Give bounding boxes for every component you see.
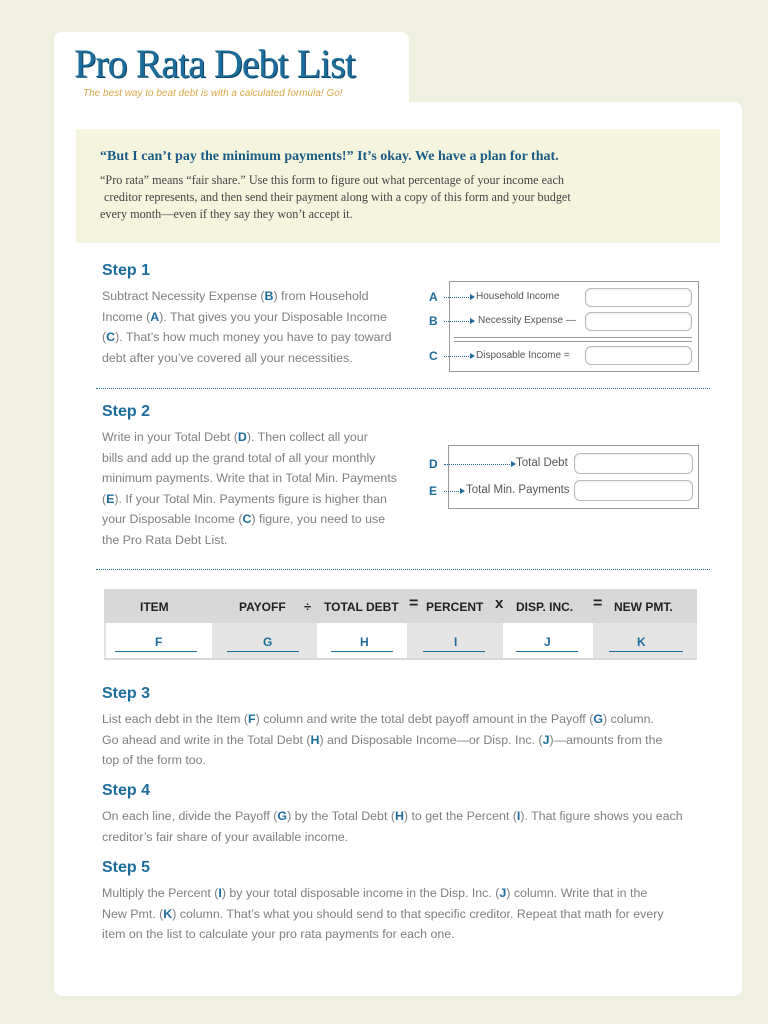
field-letter-ref: D [237,430,247,444]
item-cell[interactable] [106,623,212,658]
step-1-text [102,286,392,368]
step-text-segment: New Pmt. ( [102,906,164,921]
field-letter-ref: F [248,712,256,726]
necessity-expense-input[interactable] [585,312,692,331]
table-row [104,623,697,658]
disposable-income-input[interactable] [585,346,692,365]
step-text-segment: ) to get the Percent ( [403,809,517,823]
step-text-segment: ) by the Total Debt ( [287,809,395,823]
entry-line [331,651,393,652]
step-text-line [102,827,683,848]
field-letter-ref: I [516,809,521,823]
field-letter-ref: C [106,330,116,344]
intro-callout [76,129,720,243]
field-letter-ref: J [499,886,507,900]
field-letter-d: D [429,457,438,471]
divide-operator: ÷ [304,599,312,614]
step-text-segment: minimum payments. Write that in Total Min. Payments [102,471,397,485]
column-header-disp-inc: DISP. INC. [516,600,574,614]
total-debt-label: Total Debt [516,457,568,469]
entry-line [227,651,299,652]
field-letter-ref: I [218,886,222,900]
step-text-segment: ( [102,491,107,506]
field-letter-ref: A [150,309,160,324]
step-text-segment: the Pro Rata Debt List. [102,532,228,547]
pro-rata-table [104,589,697,660]
section-divider [96,569,710,570]
step-text-line [102,468,397,489]
step-text-line [102,327,392,348]
step-text-segment: debt after you’ve covered all your necessities. [102,350,353,365]
step-text-segment: List each debt in the Item ( [102,712,249,726]
step-text-segment: ) figure, you need to use [251,512,386,526]
field-letter-ref: G [277,809,288,823]
callout-line: creditor represents, and then send their payment along with a copy of this form and your budget [104,190,571,204]
total-min-payments-label: Total Min. Payments [466,484,570,496]
step-text-segment: Subtract Necessity Expense ( [102,289,265,303]
step-text-line [102,904,664,925]
step-text-segment: your Disposable Income ( [102,512,243,526]
arrow-a [444,297,471,298]
field-letter-ref: C [242,512,252,526]
step-text-segment: ). If your Total Min. Payments figure is higher than [114,491,387,506]
step-4-title: Step 4 [102,782,151,799]
step-1-title: Step 1 [102,262,151,279]
callout-heading: “But I can’t pay the minimum payments!” It’s okay. We have a plan for that. [100,149,559,164]
column-header-percent: PERCENT [426,600,484,614]
arrow-c [444,356,471,357]
step-3-text [102,709,662,771]
column-letter-g: G [263,635,273,649]
total-debt-input[interactable] [574,453,693,474]
step-text-segment: ). Then collect all your [246,430,368,444]
household-income-input[interactable] [585,288,692,307]
step-text-segment: ) column. [602,712,654,726]
step-text-segment: bills and add up the grand total of all your monthly [102,450,376,465]
necessity-expense-label: Necessity Expense — [478,315,576,326]
step-text-line [102,448,397,469]
equals-operator: = [593,595,603,612]
step-text-line [102,509,397,530]
step-text-segment: )—amounts from the [549,732,663,747]
step-text-line [102,348,392,369]
field-letter-ref: J [542,732,550,747]
step-text-segment: creditor’s fair share of your available income. [102,829,349,844]
arrow-b [444,321,471,322]
step-text-segment: ) from Household [273,289,369,303]
field-letter-ref: G [593,712,603,726]
entry-line [423,651,485,652]
step-text-line [102,286,392,307]
percent-cell[interactable] [409,623,501,658]
step-text-segment: Income ( [102,309,151,324]
arrow-d [444,464,512,465]
step-5-title: Step 5 [102,859,151,876]
step-text-segment: Write in your Total Debt ( [102,430,238,444]
disposable-income-label: Disposable Income = [476,350,570,361]
step-text-line [102,427,397,448]
callout-line: “Pro rata” means “fair share.” Use this form to figure out what percentage of your income each [100,173,564,187]
total-debt-cell[interactable] [317,623,407,658]
field-letter-ref: H [394,809,404,823]
column-header-payoff: PAYOFF [239,600,286,614]
step-text-segment: ) column. Write that in the [506,886,648,900]
step-4-text [102,806,683,847]
new-pmt-cell[interactable] [595,623,695,658]
field-letter-c: C [429,349,438,363]
callout-line: every month—even if they say they won’t accept it. [100,207,353,221]
subtotal-rule [454,337,692,342]
equals-operator: = [409,595,419,612]
step-text-segment: ). That’s how much money you have to pay toward [115,330,392,344]
field-letter-ref: B [264,289,274,303]
field-letter-a: A [429,290,438,304]
step-text-line [102,530,397,551]
step-3-title: Step 3 [102,685,151,702]
section-divider [96,388,710,389]
entry-line [516,651,578,652]
column-header-new-pmt: NEW PMT. [614,600,673,614]
step-text-segment: item on the list to calculate your pro rata payments for each one. [102,927,455,941]
step-text-segment: ). That gives you your Disposable Income [159,309,387,324]
step-text-segment: Multiply the Percent ( [102,886,219,900]
entry-line [609,651,683,652]
payoff-cell[interactable] [214,623,315,658]
column-header-total-debt: TOTAL DEBT [324,600,399,614]
multiply-operator: x [495,595,504,612]
step-2-title: Step 2 [102,403,151,420]
step-text-segment: ). That figure shows you each [520,809,683,823]
callout-body [100,172,710,223]
step-text-segment: ) column. That’s what you should send to that specific creditor. Repeat that math for every [172,906,664,921]
page-title: Pro Rata Debt List [74,41,355,86]
step-text-segment: ) and Disposable Income—or Disp. Inc. ( [319,732,543,747]
arrow-e [444,491,461,492]
step-text-line [102,709,662,730]
field-letter-b: B [429,314,438,328]
step-text-segment: ) by your total disposable income in the Disp. Inc. ( [221,886,500,900]
step-5-text [102,883,664,945]
column-letter-f: F [155,635,163,649]
column-letter-k: K [637,635,646,649]
column-letter-h: H [360,635,369,649]
step-text-line [102,307,392,328]
page-tagline: The best way to beat debt is with a calculated formula! Go! [83,88,343,99]
step-text-line [102,489,397,510]
step-text-line [102,924,664,945]
disp-inc-cell[interactable] [503,623,593,658]
column-letter-j: J [544,635,551,649]
household-income-label: Household Income [476,291,560,302]
step-text-segment: Go ahead and write in the Total Debt ( [102,732,311,747]
step-text-line [102,750,662,771]
step-text-line [102,730,662,751]
step-text-segment: On each line, divide the Payoff ( [102,809,278,823]
step-text-segment: ( [102,330,107,344]
field-letter-e: E [429,484,438,498]
step-text-segment: ) column and write the total debt payoff amount in the Payoff ( [255,712,594,726]
step-2-text [102,427,397,550]
column-letter-i: I [454,635,458,649]
entry-line [115,651,197,652]
column-header-item: ITEM [140,600,169,614]
step-text-line [102,806,683,827]
field-letter-ref: K [163,906,173,921]
field-letter-ref: H [310,732,320,747]
step-text-line [102,883,664,904]
field-letter-ref: E [106,491,115,506]
step-text-segment: top of the form too. [102,753,207,767]
total-min-payments-input[interactable] [574,480,693,501]
